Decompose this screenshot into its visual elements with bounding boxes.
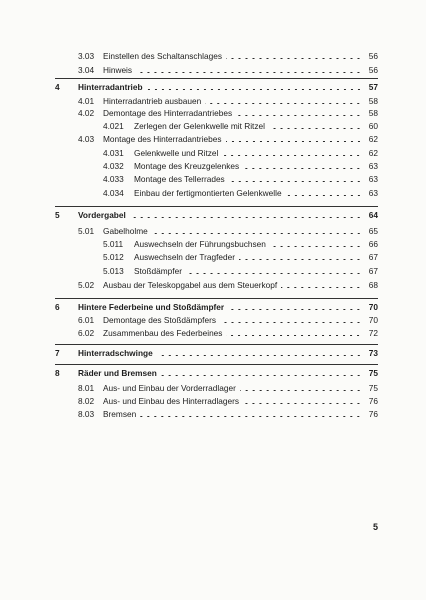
chapter-divider <box>55 364 378 365</box>
toc-entry <box>55 147 378 159</box>
toc-number: 4.02 <box>78 108 95 118</box>
toc-page-number: 62 <box>368 148 378 158</box>
dot-leader <box>226 58 362 59</box>
toc-chapter <box>55 347 378 359</box>
toc-number: 4.034 <box>103 188 124 198</box>
toc-entry <box>55 64 378 76</box>
chapter-divider <box>55 78 378 79</box>
dot-leader <box>136 72 362 73</box>
toc-title: Aus- und Einbau des Hinterradlagers <box>103 396 240 406</box>
dot-leader <box>229 181 362 182</box>
dot-leader <box>228 309 362 310</box>
toc-number: 8.01 <box>78 383 95 393</box>
toc-entry <box>55 160 378 172</box>
toc-entry <box>55 408 378 420</box>
toc-page-number: 75 <box>368 383 378 393</box>
toc-page-number: 63 <box>368 174 378 184</box>
toc-number: 4.032 <box>103 161 124 171</box>
toc-title: Ausbau der Teleskopgabel aus dem Steuerkopf <box>103 280 278 290</box>
toc-title: Hinterradschwinge <box>78 348 153 358</box>
toc-title: Einbau der fertigmontierten Gelenkwelle <box>134 188 282 198</box>
toc-entry <box>55 133 378 145</box>
toc-number: 7 <box>55 348 60 358</box>
toc-page-number: 57 <box>368 82 378 92</box>
toc-title: Vordergabel <box>78 210 126 220</box>
toc-page-number: 63 <box>368 161 378 171</box>
toc-number: 5.013 <box>103 266 124 276</box>
toc-title: Zerlegen der Gelenkwelle mit Ritzel <box>134 121 265 131</box>
toc-title: Hintere Federbeine und Stoßdämpfer <box>78 302 225 312</box>
toc-title: Montage des Hinterradantriebes <box>103 134 222 144</box>
toc-entry <box>55 265 378 277</box>
dot-leader <box>269 128 362 129</box>
chapter-divider <box>55 298 378 299</box>
toc-page-number: 60 <box>368 121 378 131</box>
toc-number: 8.03 <box>78 409 95 419</box>
toc-page-number: 75 <box>368 368 378 378</box>
toc-number: 4 <box>55 82 60 92</box>
dot-leader <box>270 246 362 247</box>
toc-chapter <box>55 81 378 93</box>
toc-page-number: 67 <box>368 266 378 276</box>
toc-page-number: 70 <box>368 315 378 325</box>
toc-number: 4.03 <box>78 134 95 144</box>
chapter-divider <box>55 344 378 345</box>
toc-title: Zusammenbau des Federbeines <box>103 328 223 338</box>
toc-entry <box>55 107 378 119</box>
dot-leader <box>147 89 362 90</box>
toc-number: 3.03 <box>78 51 95 61</box>
toc-page-number: 65 <box>368 226 378 236</box>
toc-page-number: 58 <box>368 96 378 106</box>
dot-leader <box>222 155 362 156</box>
toc-entry <box>55 238 378 250</box>
toc-page-number: 67 <box>368 252 378 262</box>
dot-leader <box>281 287 362 288</box>
page-number: 5 <box>372 522 378 532</box>
toc-entry <box>55 279 378 291</box>
dot-leader <box>220 322 362 323</box>
toc-entry <box>55 120 378 132</box>
dot-leader <box>236 115 362 116</box>
dot-leader <box>161 375 362 376</box>
toc-chapter <box>55 301 378 313</box>
dot-leader <box>239 259 362 260</box>
toc-title: Auswechseln der Tragfeder <box>134 252 236 262</box>
toc-number: 6 <box>55 302 60 312</box>
toc-chapter <box>55 209 378 221</box>
dot-leader <box>205 103 362 104</box>
toc-entry <box>55 395 378 407</box>
toc-entry <box>55 95 378 107</box>
toc-title: Bremsen <box>103 409 137 419</box>
toc-entry <box>55 173 378 185</box>
toc-entry <box>55 251 378 263</box>
toc-title: Stoßdämpfer <box>134 266 182 276</box>
toc-title: Montage des Kreuzgelenkes <box>134 161 240 171</box>
toc-number: 4.021 <box>103 121 124 131</box>
toc-number: 6.01 <box>78 315 95 325</box>
toc-title: Räder und Bremsen <box>78 368 157 378</box>
toc-number: 5.01 <box>78 226 95 236</box>
toc-number: 4.031 <box>103 148 124 158</box>
toc-title: Einstellen des Schaltanschlages <box>103 51 222 61</box>
toc-title: Hinweis <box>103 65 133 75</box>
toc-entry <box>55 314 378 326</box>
dot-leader <box>157 355 362 356</box>
toc-title: Demontage des Stoßdämpfers <box>103 315 216 325</box>
dot-leader <box>140 416 362 417</box>
toc-number: 5.012 <box>103 252 124 262</box>
toc-number: 5 <box>55 210 60 220</box>
toc-entry <box>55 50 378 62</box>
toc-number: 3.04 <box>78 65 95 75</box>
dot-leader <box>240 390 362 391</box>
toc-title: Gabelholme <box>103 226 148 236</box>
dot-leader <box>243 168 362 169</box>
toc-page-number: 66 <box>368 239 378 249</box>
toc-page-number: 63 <box>368 188 378 198</box>
toc-page-number: 73 <box>368 348 378 358</box>
toc-entry <box>55 225 378 237</box>
dot-leader <box>186 273 362 274</box>
toc-title: Demontage des Hinterradantriebes <box>103 108 233 118</box>
toc-page-number: 68 <box>368 280 378 290</box>
toc-page-number: 56 <box>368 51 378 61</box>
toc-page-number: 58 <box>368 108 378 118</box>
toc-page-number: 62 <box>368 134 378 144</box>
toc-entry <box>55 327 378 339</box>
toc-number: 5.011 <box>103 239 124 249</box>
toc-number: 6.02 <box>78 328 95 338</box>
toc-page-number: 70 <box>368 302 378 312</box>
toc-page-number: 76 <box>368 396 378 406</box>
toc-title: Gelenkwelle und Ritzel <box>134 148 219 158</box>
toc-page-number: 72 <box>368 328 378 338</box>
toc-page-number: 56 <box>368 65 378 75</box>
dot-leader <box>226 141 362 142</box>
toc-chapter <box>55 367 378 379</box>
chapter-divider <box>55 206 378 207</box>
toc-title: Hinterradantrieb <box>78 82 143 92</box>
dot-leader <box>152 233 362 234</box>
toc-title: Montage des Tellerrades <box>134 174 225 184</box>
dot-leader <box>226 335 362 336</box>
toc-number: 4.033 <box>103 174 124 184</box>
toc-page-number: 64 <box>368 210 378 220</box>
toc-entry <box>55 382 378 394</box>
toc-page-number: 76 <box>368 409 378 419</box>
toc-number: 8 <box>55 368 60 378</box>
toc-number: 8.02 <box>78 396 95 406</box>
dot-leader <box>243 403 362 404</box>
toc-title: Aus- und Einbau der Vorderradlager <box>103 383 236 393</box>
dot-leader <box>130 217 362 218</box>
dot-leader <box>286 195 362 196</box>
toc-number: 5.02 <box>78 280 95 290</box>
toc-number: 4.01 <box>78 96 95 106</box>
toc-title: Auswechseln der Führungsbuchsen <box>134 239 266 249</box>
toc-entry <box>55 187 378 199</box>
toc-title: Hinterradantrieb ausbauen <box>103 96 202 106</box>
